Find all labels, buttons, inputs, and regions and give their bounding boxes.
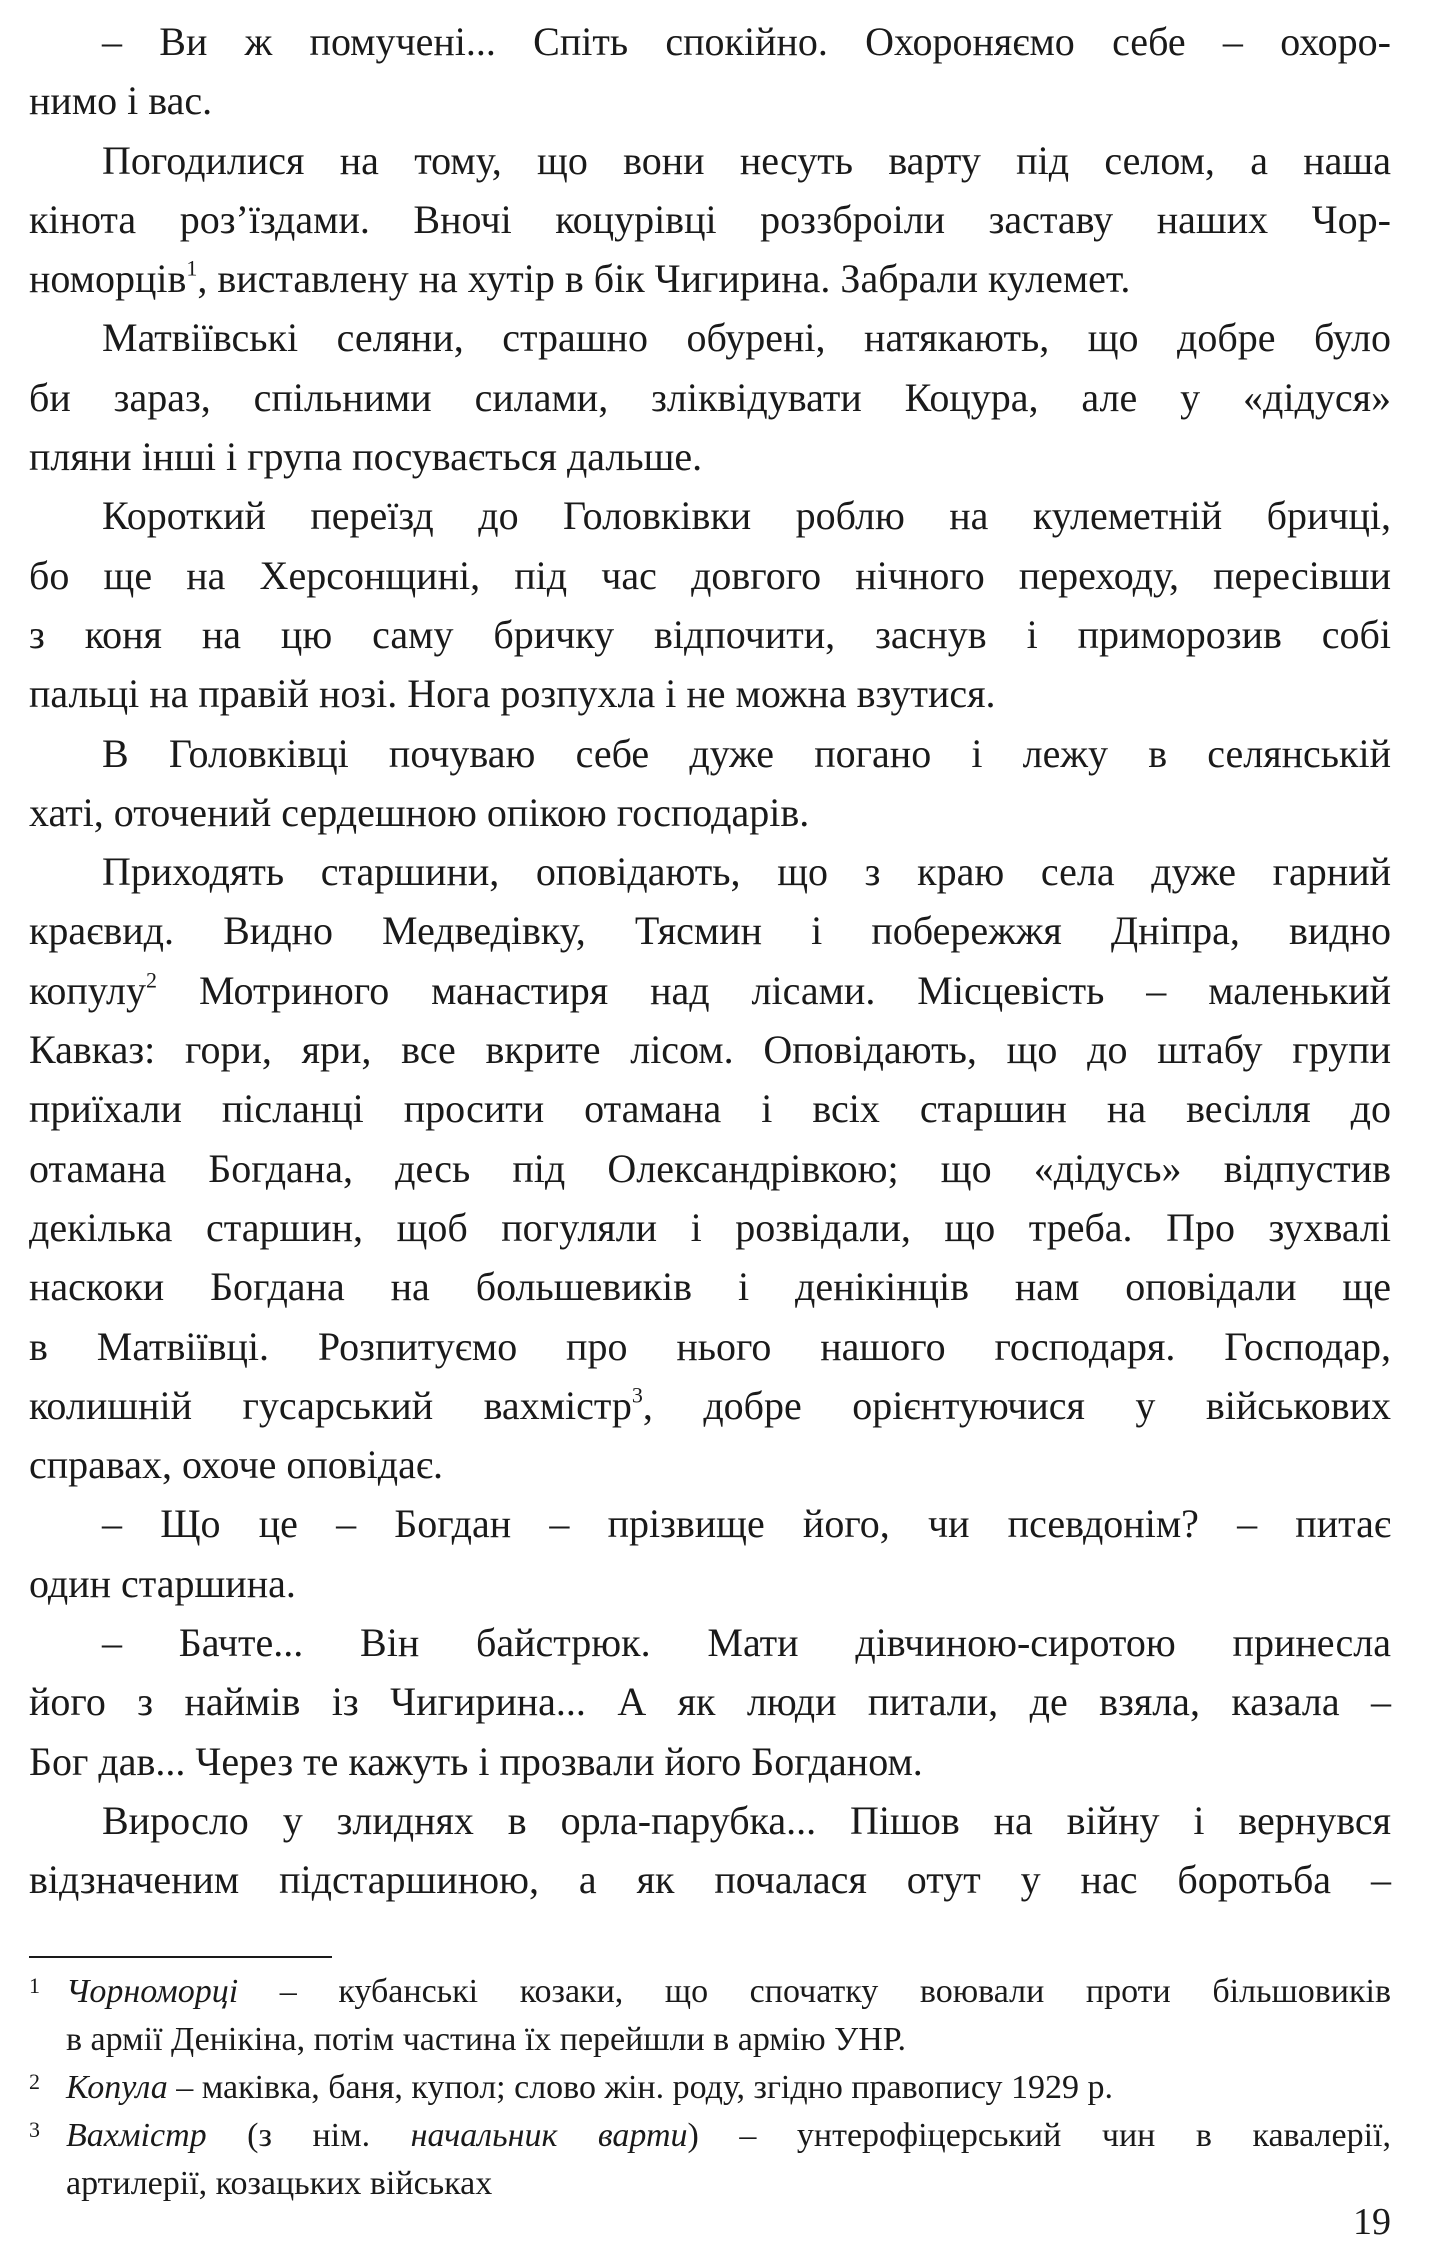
text-run: його з наймів із Чигирина... А як люди питали, де взяла, казала – <box>29 1679 1391 1725</box>
text-run: кінота роз’їздами. Вночі коцурівці роззброіли заставу наших Чор- <box>29 196 1391 242</box>
text-run: хаті, оточений сердешною опікою господарів. <box>29 789 810 835</box>
text-run: справах, охоче оповідає. <box>29 1442 444 1488</box>
footnote-line <box>66 1968 1391 2016</box>
paragraph-line <box>29 71 1391 130</box>
text-run: – Що це – Богдан – прізвище його, чи псевдонім? – питає <box>102 1501 1391 1547</box>
paragraph-line <box>29 1317 1391 1376</box>
paragraph-line <box>29 664 1391 723</box>
footnote-line <box>66 2064 1391 2112</box>
paragraph-line <box>29 1791 1391 1850</box>
italic-term: начальник варти <box>410 2117 688 2154</box>
text-run: декілька старшин, щоб погуляли і розвідали, що треба. Про зухвалі <box>29 1204 1391 1250</box>
text-run: відзначеним підстаршиною, а як почалася отут у нас боротьба – <box>29 1857 1391 1903</box>
text-run: – Ви ж помучені... Спіть спокійно. Охороняємо себе – охоро- <box>102 19 1391 64</box>
footnote-number: 2 <box>29 2069 40 2094</box>
paragraph-line <box>29 249 1391 308</box>
paragraph-line <box>29 1139 1391 1198</box>
paragraph-line <box>29 1850 1391 1909</box>
text-run: Мотриного манастиря над лісами. Місцевість – маленький <box>157 967 1391 1013</box>
paragraph-line <box>29 1376 1391 1435</box>
paragraph-line <box>29 1079 1391 1138</box>
text-run: В Головківці почуваю себе дуже погано і лежу в селянській <box>102 730 1391 776</box>
text-run: Бог дав... Через те кажуть і прозвали його Богданом. <box>29 1738 923 1784</box>
footnotes <box>29 1968 1391 2208</box>
footnote <box>29 2112 1391 2208</box>
footnote-number: 3 <box>29 2117 40 2142</box>
paragraph-line <box>29 1732 1391 1791</box>
paragraph-line <box>29 486 1391 545</box>
text-run: Кавказ: гори, яри, все вкрите лісом. Оповідають, що до штабу групи <box>29 1027 1391 1073</box>
text-run: колишній гусарський вахмістр <box>29 1382 632 1428</box>
paragraph-line <box>29 842 1391 901</box>
paragraph-line <box>29 1257 1391 1316</box>
text-run: Погодилися на тому, що вони несуть варту під селом, а наша <box>102 137 1391 183</box>
paragraph-line <box>29 1198 1391 1257</box>
footnote <box>29 1968 1391 2064</box>
text-run: ) – унтерофіцерський чин в кавалерії, <box>687 2117 1391 2154</box>
text-run: Приходять старшини, оповідають, що з краю села дуже гарний <box>102 849 1391 895</box>
paragraph-line <box>29 1435 1391 1494</box>
footnote <box>29 2064 1391 2112</box>
text-run: , виставлену на хутір в бік Чигирина. Забрали кулемет. <box>197 256 1131 302</box>
italic-term: Копула <box>66 2069 168 2106</box>
text-run: в Матвіївці. Розпитуємо про нього нашого господаря. Господар, <box>29 1323 1391 1369</box>
text-run: (з нім. <box>206 2117 411 2154</box>
footnote-line <box>66 2016 1391 2064</box>
text-run: номорців <box>29 256 187 302</box>
footnote-line <box>66 2112 1391 2160</box>
paragraph-line <box>29 427 1391 486</box>
text-run: наскоки Богдана на большевиків і денікінців нам оповідали ще <box>29 1264 1391 1310</box>
text-run: копулу <box>29 967 147 1013</box>
text-run: бо ще на Херсонщині, під час довгого нічного переходу, пересівши <box>29 552 1391 598</box>
text-run: – Бачте... Він байстрюк. Мати дівчиною-сиротою принесла <box>102 1620 1391 1666</box>
footnote-number: 1 <box>29 1973 40 1998</box>
paragraph-line <box>29 546 1391 605</box>
paragraph-line <box>29 724 1391 783</box>
text-run: Виросло у злиднях в орла-парубка... Пішов на війну і вернувся <box>102 1797 1391 1843</box>
text-run: Короткий переїзд до Головківки роблю на кулеметній бричці, <box>102 493 1391 539</box>
footnote-ref: 1 <box>186 255 198 281</box>
paragraph-line <box>29 1672 1391 1731</box>
text-run: приїхали післанці просити отамана і всіх старшин на весілля до <box>29 1086 1391 1132</box>
footnote-ref: 2 <box>146 967 158 993</box>
footnote-ref: 3 <box>631 1382 643 1408</box>
paragraph-line <box>29 605 1391 664</box>
italic-term: Вахмістр <box>66 2117 207 2154</box>
text-run: пальці на правій нозі. Нога розпухла і не можна взутися. <box>29 671 996 717</box>
text-run: краєвид. Видно Медведівку, Тясмин і побережжя Дніпра, видно <box>29 908 1391 954</box>
paragraph-line <box>29 1494 1391 1553</box>
main-text <box>29 12 1391 1910</box>
paragraph-line <box>29 783 1391 842</box>
text-run: з коня на цю саму бричку відпочити, заснув і приморозив собі <box>29 611 1391 657</box>
page-number: 19 <box>1353 2201 1391 2243</box>
text-run: – маківка, баня, купол; слово жін. роду, згідно правопису 1929 р. <box>167 2069 1113 2106</box>
text-run: , добре орієнтуючися у військових <box>642 1382 1392 1428</box>
paragraph-line <box>29 368 1391 427</box>
text-run: в армії Денікіна, потім частина їх перейшли в армію УНР. <box>66 2021 906 2058</box>
footnote-divider <box>29 1956 332 1958</box>
text-run: один старшина. <box>29 1560 296 1606</box>
paragraph-line <box>29 1554 1391 1613</box>
text-run: отамана Богдана, десь під Олександрівкою; що «дідусь» відпустив <box>29 1145 1391 1191</box>
footnote-line <box>66 2160 1391 2208</box>
paragraph-line <box>29 1613 1391 1672</box>
text-run: Матвіївські селяни, страшно обурені, натякають, що добре було <box>102 315 1391 361</box>
text-run: нимо і вас. <box>29 78 213 124</box>
italic-term: Чорноморці <box>66 1973 239 2010</box>
paragraph-line <box>29 308 1391 367</box>
paragraph-line <box>29 190 1391 249</box>
paragraph-line <box>29 131 1391 190</box>
text-run: би зараз, спільними силами, зліквідувати Коцура, але у «дідуся» <box>29 374 1391 420</box>
text-run: пляни інші і група посувається дальше. <box>29 434 703 480</box>
paragraph-line <box>29 901 1391 960</box>
paragraph-line <box>29 961 1391 1020</box>
paragraph-line <box>29 1020 1391 1079</box>
text-run: – кубанські козаки, що спочатку воювали проти більшовиків <box>238 1973 1391 2010</box>
text-run: артилерії, козацьких військах <box>66 2165 493 2202</box>
paragraph-line <box>29 12 1391 71</box>
